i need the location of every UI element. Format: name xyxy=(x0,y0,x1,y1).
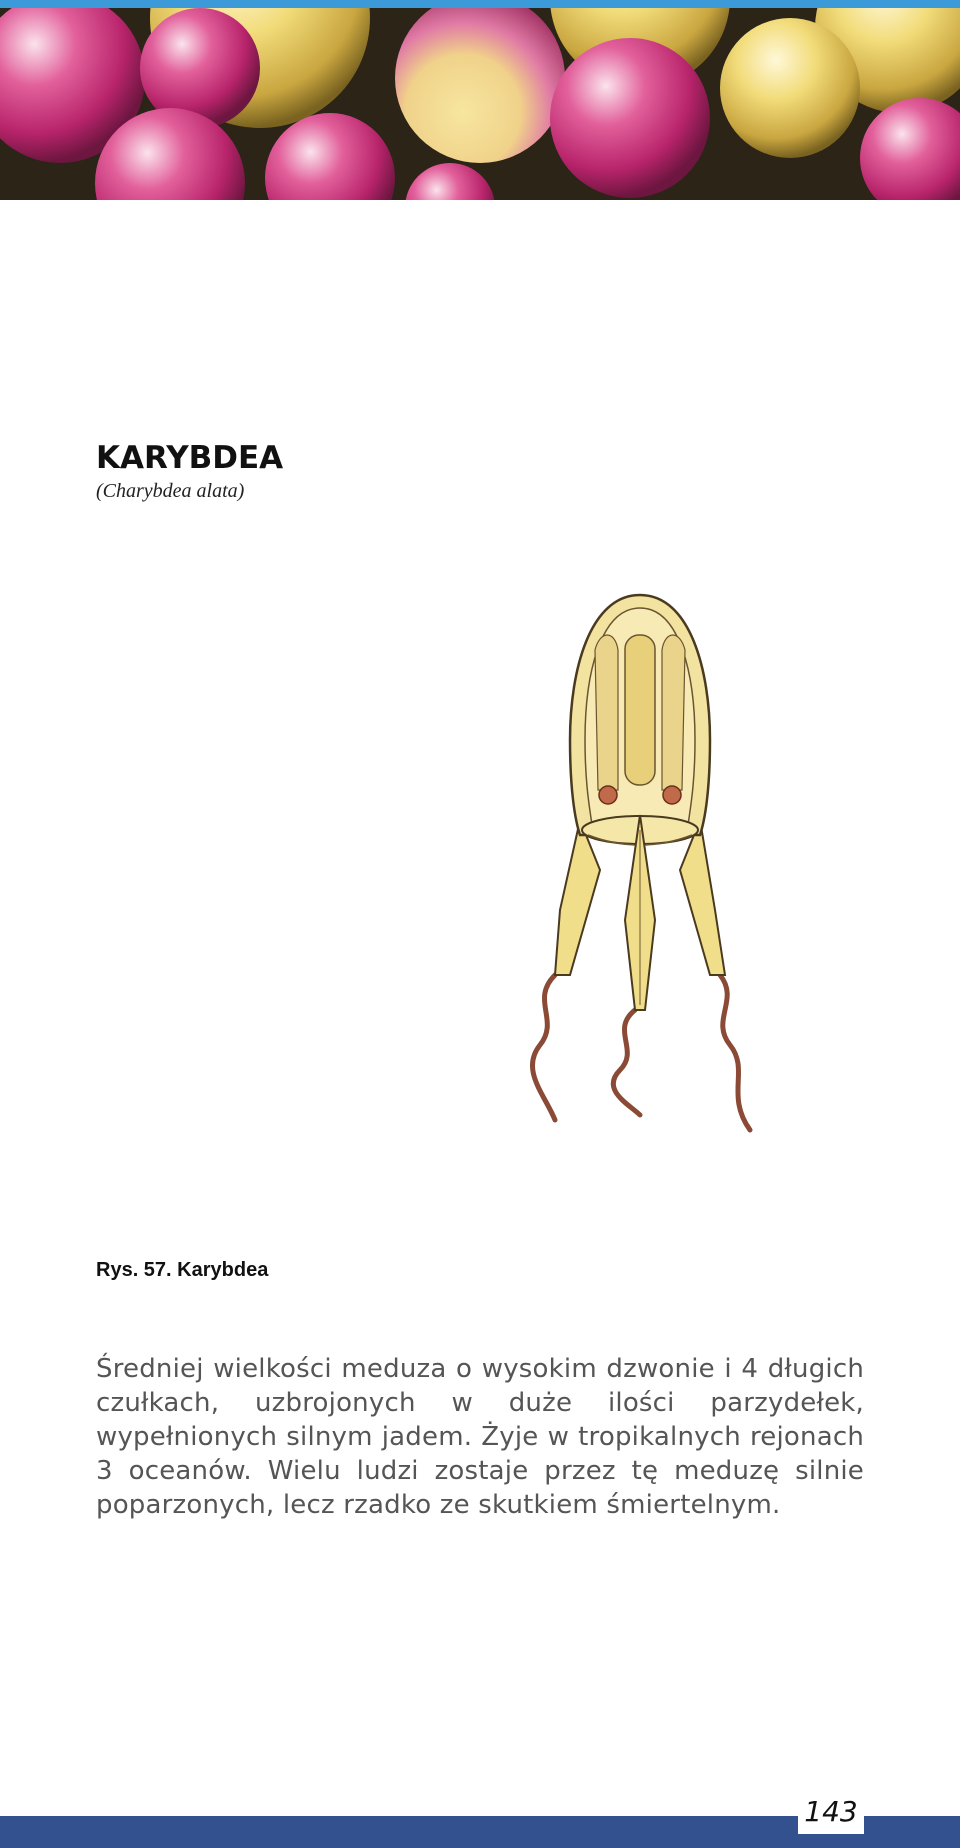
page-title: KARYBDEA xyxy=(96,440,284,476)
latin-name: (Charybdea alata) xyxy=(96,480,245,502)
header-banner-image xyxy=(0,8,960,200)
page-number: 143 xyxy=(804,1795,858,1828)
top-stripe xyxy=(0,0,960,8)
page-number-box xyxy=(798,1790,864,1834)
body-paragraph: Średniej wielkości meduza o wysokim dzwonie i 4 długich czułkach, uzbrojonych w duże ilości parzydełek, wypełnionych silnym jadem. Żyje w tropikalnych rejonach 3 oceanów. Wielu ludzi zostaje przez tę meduzę silnie poparzonych, lecz rzadko ze skutkiem śmiertelnym. xyxy=(96,1354,864,1520)
figure-caption: Rys. 57. Karybdea xyxy=(96,1259,269,1281)
jellyfish-illustration xyxy=(500,590,780,1140)
